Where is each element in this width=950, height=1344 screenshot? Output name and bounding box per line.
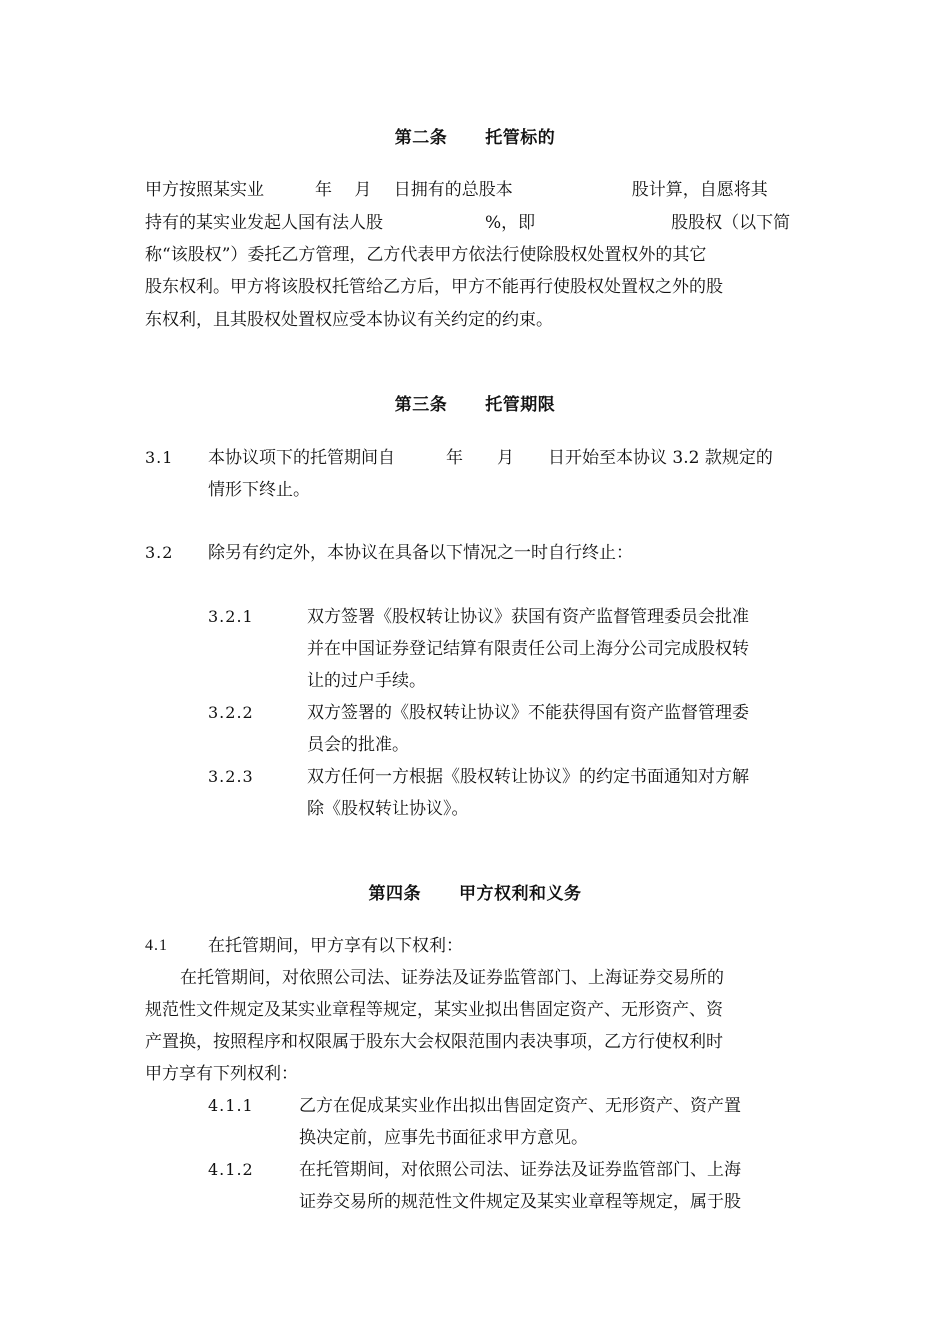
clause-3-1-line-1: 本协议项下的托管期间自 年 月 日开始至本协议 3.2 款规定的 bbox=[208, 448, 773, 468]
clause-4-1-2-line-1: 在托管期间，对依照公司法、证券法及证券监管部门、上海 bbox=[299, 1160, 741, 1180]
article-4-title: 甲方权利和义务 bbox=[459, 884, 582, 904]
clause-3-2-1-line-1: 双方签署《股权转让协议》获国有资产监督管理委员会批准 bbox=[307, 607, 749, 627]
article-2-line-2: 持有的某实业发起人国有法人股 %，即 股股权（以下简 bbox=[145, 213, 791, 233]
clause-3-2-3-number: 3.2.3 bbox=[208, 767, 254, 786]
article-2-line-1: 甲方按照某实业 年 月 日拥有的总股本 股计算，自愿将其 bbox=[145, 180, 768, 200]
article-2-line-4: 股东权利。甲方将该股权托管给乙方后，甲方不能再行使股权处置权之外的股 bbox=[145, 277, 723, 297]
article-3-heading bbox=[0, 390, 950, 415]
clause-3-1-number: 3.1 bbox=[145, 448, 174, 467]
clause-4-1-2-line-2: 证券交易所的规范性文件规定及某实业章程等规定，属于股 bbox=[299, 1192, 741, 1212]
clause-3-2-3-line-2: 除《股权转让协议》。 bbox=[307, 799, 469, 819]
clause-3-1-line-2: 情形下终止。 bbox=[208, 480, 310, 500]
article-4-para-line-1: 在托管期间，对依照公司法、证券法及证券监管部门、上海证券交易所的 bbox=[180, 968, 724, 988]
article-2-number: 第二条 bbox=[394, 128, 448, 148]
article-4-heading bbox=[0, 879, 950, 904]
article-4-para-line-2: 规范性文件规定及某实业章程等规定，某实业拟出售固定资产、无形资产、资 bbox=[145, 1000, 723, 1020]
article-2-line-3: 称“该股权”）委托乙方管理，乙方代表甲方依法行使除股权处置权外的其它 bbox=[145, 245, 707, 265]
article-2-line-5: 东权利，且其股权处置权应受本协议有关约定的约束。 bbox=[145, 310, 553, 330]
article-3-title: 托管期限 bbox=[485, 395, 556, 415]
clause-3-2-2-line-1: 双方签署的《股权转让协议》不能获得国有资产监督管理委 bbox=[307, 703, 749, 723]
clause-3-2-number: 3.2 bbox=[145, 543, 174, 562]
clause-3-2-2-number: 3.2.2 bbox=[208, 703, 254, 722]
clause-3-2-2-line-2: 员会的批准。 bbox=[307, 735, 409, 755]
article-3-number: 第三条 bbox=[394, 395, 448, 415]
article-2-title: 托管标的 bbox=[485, 128, 556, 148]
article-4-para-line-3: 产置换，按照程序和权限属于股东大会权限范围内表决事项，乙方行使权利时 bbox=[145, 1032, 723, 1052]
clause-4-1-1-line-1: 乙方在促成某实业作出拟出售固定资产、无形资产、资产置 bbox=[299, 1096, 741, 1116]
article-2-heading bbox=[0, 123, 950, 148]
clause-4-1-number: 4.1 bbox=[145, 937, 168, 954]
clause-3-2-3-line-1: 双方任何一方根据《股权转让协议》的约定书面通知对方解 bbox=[307, 767, 749, 787]
clause-4-1-2-number: 4.1.2 bbox=[208, 1160, 254, 1179]
article-4-number: 第四条 bbox=[368, 884, 421, 904]
clause-3-2-1-number: 3.2.1 bbox=[208, 607, 254, 626]
clause-3-2-1-line-2: 并在中国证券登记结算有限责任公司上海分公司完成股权转 bbox=[307, 639, 749, 659]
clause-4-1-1-line-2: 换决定前，应事先书面征求甲方意见。 bbox=[299, 1128, 588, 1148]
clause-4-1-1-number: 4.1.1 bbox=[208, 1096, 254, 1115]
clause-3-2-text: 除另有约定外，本协议在具备以下情况之一时自行终止： bbox=[208, 543, 633, 563]
clause-4-1-text: 在托管期间，甲方享有以下权利： bbox=[208, 936, 463, 956]
clause-3-2-1-line-3: 让的过户手续。 bbox=[307, 671, 426, 691]
article-4-para-line-4: 甲方享有下列权利： bbox=[145, 1064, 298, 1084]
